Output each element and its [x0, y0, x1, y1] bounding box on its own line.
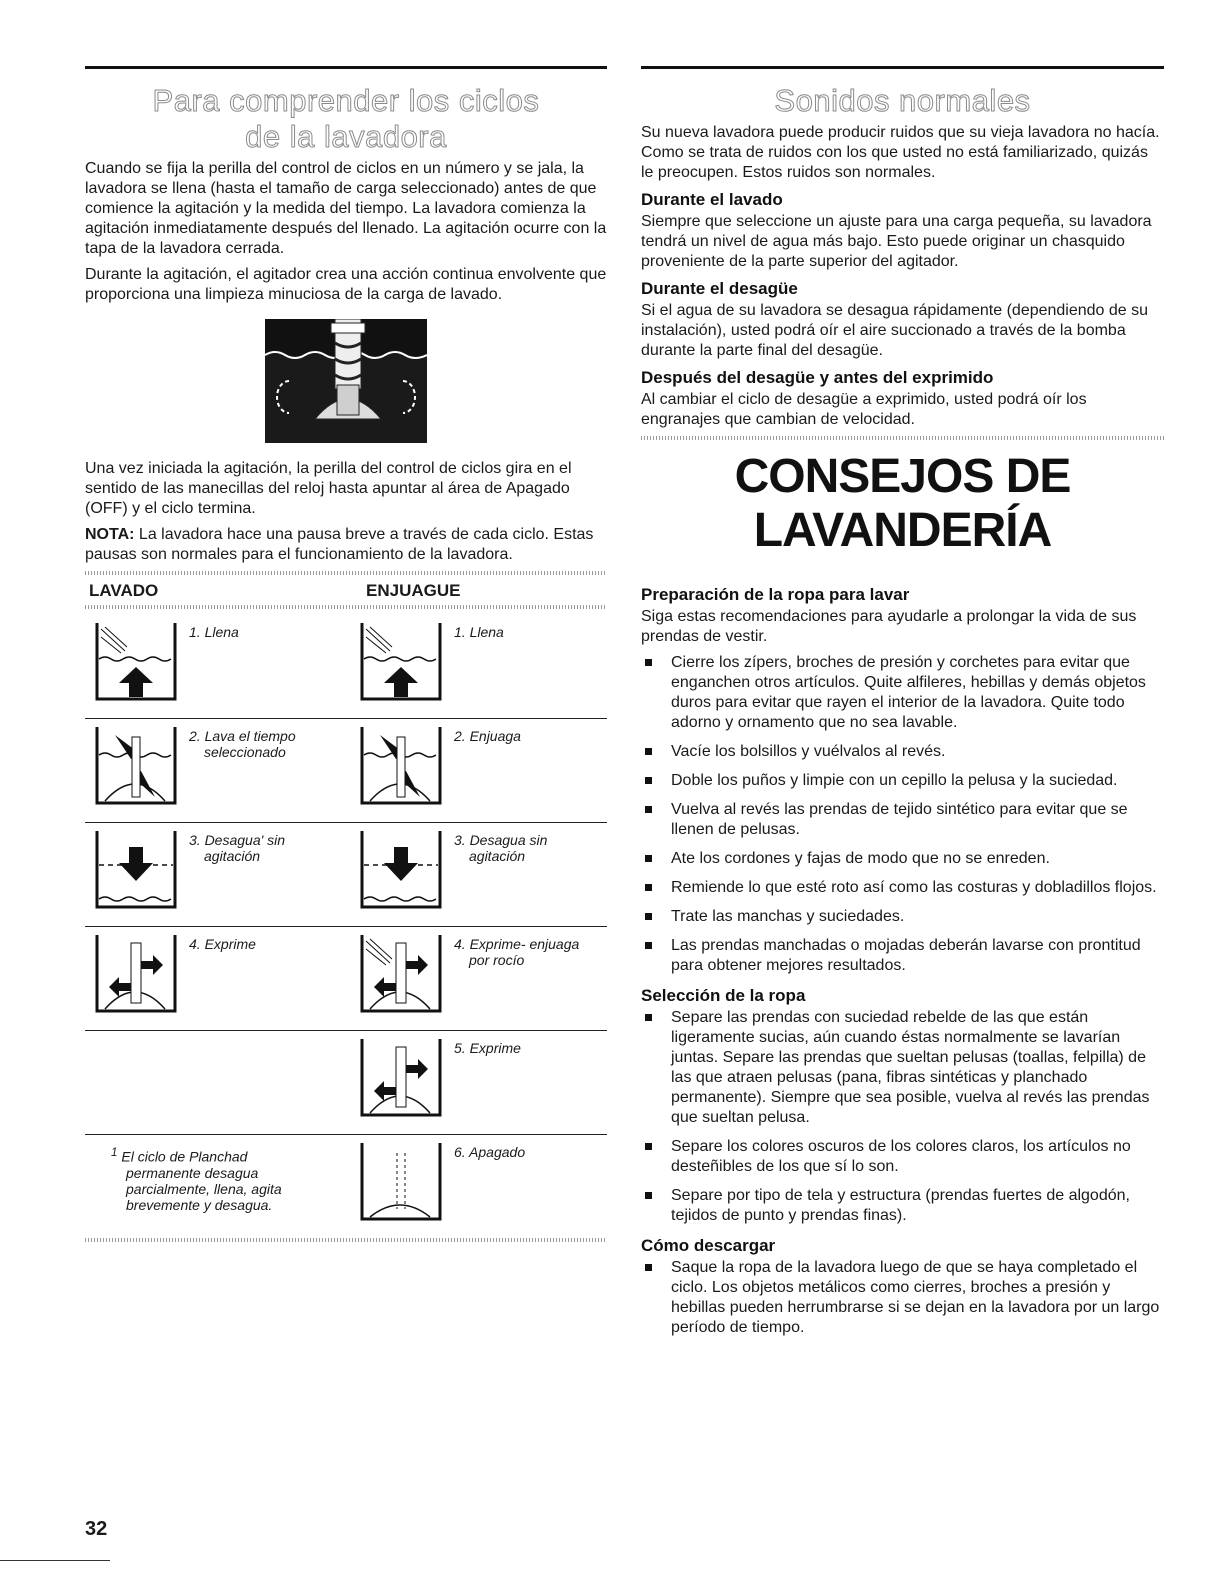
- list-item: Trate las manchas y suciedades.: [641, 907, 1164, 927]
- laundry-tips-title: [641, 450, 1164, 558]
- wash-step-spin: [95, 935, 256, 1013]
- fill-tub-icon: [360, 623, 442, 701]
- list-item: Ate los cordones y fajas de modo que no se enreden.: [641, 849, 1164, 869]
- drain-tub-icon: [360, 831, 442, 909]
- off-tub-icon: [360, 1143, 442, 1221]
- preparation-list: [641, 653, 1164, 976]
- rinse-step-3-line-1: 3. Desagua sin: [454, 832, 548, 848]
- page-number: 32: [85, 1518, 108, 1540]
- dotted-divider: [85, 1238, 607, 1242]
- wash-step-2-label: [189, 727, 296, 805]
- dotted-divider: [85, 605, 607, 609]
- footnote-line-4: brevemente y desagua.: [126, 1196, 273, 1213]
- rinse-step-off: [360, 1143, 525, 1221]
- spin-tub-icon: [360, 1039, 442, 1117]
- list-item: Separe por tipo de tela y estructura (prendas fuertes de algodón, tejidos de punto y prendas finas).: [641, 1186, 1164, 1226]
- top-rule: [85, 66, 607, 69]
- footnote-line-2: permanente desagua: [126, 1164, 259, 1181]
- spin-tub-icon: [95, 935, 177, 1013]
- wash-step-agitate: [95, 727, 296, 805]
- laundry-tips-title-line-2: LAVANDERÍA: [753, 504, 1052, 557]
- cycle-row-5: [85, 1031, 607, 1135]
- list-item: Separe los colores oscuros de los colores claros, los artículos no desteñibles de los que sí lo son.: [641, 1137, 1164, 1177]
- cycles-paragraph-3: Una vez iniciada la agitación, la perilla del control de ciclos gira en el sentido de las manecillas del reloj hasta apuntar al área de Apagado (OFF) y el ciclo termina.: [85, 460, 572, 517]
- rinse-step-1-label: 1. Llena: [454, 624, 504, 640]
- section-title-cycles: [85, 83, 607, 155]
- rinse-step-3-label: [454, 831, 547, 909]
- paragraph-during-wash: Siempre que seleccione un ajuste para una carga pequeña, su lavadora tendrá un nivel de agua más bajo. Esto puede originar un chasquido proveniente de la parte superior del agitador.: [641, 213, 1152, 270]
- col-wash-header: LAVADO: [89, 581, 159, 600]
- heading-unloading: Cómo descargar: [641, 1236, 776, 1255]
- rinse-step-5-label: 5. Exprime: [454, 1040, 521, 1056]
- rinse-step-2-label: 2. Enjuaga: [454, 728, 521, 744]
- cycles-paragraph-1: Cuando se fija la perilla del control de ciclos en un número y se jala, la lavadora se llena (hasta el tamaño de carga seleccionado) antes de que comience la agitación y la medida del tiempo. La lavadora comienza la agitación inmediatamente después del llenado. La agitación ocurre con la tapa de la lavadora cerrada.: [85, 160, 607, 257]
- sounds-intro: Su nueva lavadora puede producir ruidos que su vieja lavadora no hacía. Como se trata de ruidos con los que usted no está familiarizado, quizás le preocupen. Estos ruidos son normales.: [641, 124, 1160, 181]
- section-title-sounds: Sonidos normales: [774, 83, 1031, 118]
- wash-step-3-line-2: agitación: [204, 848, 261, 864]
- list-item: Separe las prendas con suciedad rebelde de las que están ligeramente sucias, aún cuando éstas normalmente se lavarían juntas. Separe las prendas que sueltan pelusas (toallas, felpilla) de las que atraen pelusas (pana, fibras sintéticas y planchado permanente). Siempre que sea posible, vuelva al revés las prendas que sueltan pelusa.: [641, 1008, 1164, 1128]
- col-rinse-header: ENJUAGUE: [366, 581, 461, 600]
- cycle-table-header: [85, 581, 607, 601]
- laundry-tips-title-line-1: CONSEJOS DE: [734, 450, 1071, 503]
- heading-after-drain: Después del desagüe y antes del exprimido: [641, 368, 994, 387]
- cycle-row-2: [85, 719, 607, 823]
- rinse-step-drain: [360, 831, 547, 909]
- rinse-step-spray: [360, 935, 579, 1013]
- bottom-rule: [0, 1560, 110, 1561]
- title-line-2: de la lavadora: [245, 119, 447, 154]
- wash-step-2-line-1: 2. Lava el tiempo: [189, 728, 296, 744]
- dotted-divider: [85, 571, 607, 575]
- wash-step-3-line-1: 3. Desagua' sin: [189, 832, 286, 848]
- cycles-paragraph-2: Durante la agitación, el agitador crea una acción continua envolvente que proporciona una limpieza minuciosa de la carga de lavado.: [85, 266, 607, 303]
- cycle-row-4: [85, 927, 607, 1031]
- heading-preparation: Preparación de la ropa para lavar: [641, 585, 910, 604]
- paragraph-preparation: Siga estas recomendaciones para ayudarle a prolongar la vida de sus prendas de vestir.: [641, 608, 1137, 645]
- wash-step-fill: [95, 623, 239, 701]
- rinse-step-4-label: [454, 935, 579, 1013]
- footnote-line-3: parcialmente, llena, agita: [126, 1180, 282, 1197]
- agitate-tub-icon: [95, 727, 177, 805]
- heading-during-drain: Durante el desagüe: [641, 279, 798, 298]
- fill-tub-icon: [95, 623, 177, 701]
- spray-spin-tub-icon: [360, 935, 442, 1013]
- paragraph-after-drain: Al cambiar el ciclo de desagüe a exprimido, usted podrá oír los engranajes que cambian de velocidad.: [641, 391, 1087, 428]
- cycle-row-1: [85, 615, 607, 719]
- rinse-step-4-line-2: por rocío: [469, 952, 525, 968]
- title-line-1: Para comprender los ciclos: [152, 83, 540, 118]
- note-label: NOTA:: [85, 526, 135, 543]
- heading-sorting: Selección de la ropa: [641, 986, 806, 1005]
- footnote-line-1: El ciclo de Planchad: [121, 1148, 248, 1165]
- list-item: Vacíe los bolsillos y vuélvalos al revés.: [641, 742, 1164, 762]
- list-item: Vuelva al revés las prendas de tejido sintético para evitar que se llenen de pelusas.: [641, 800, 1164, 840]
- agitate-tub-icon: [360, 727, 442, 805]
- rinse-step-6-label: 6. Apagado: [454, 1144, 526, 1160]
- wash-step-4-label: 4. Exprime: [189, 936, 256, 952]
- left-column: [85, 66, 607, 1248]
- wash-step-drain: [95, 831, 285, 909]
- rinse-step-rinse: [360, 727, 521, 805]
- rinse-step-final-spin: [360, 1039, 521, 1117]
- wash-step-3-label: [189, 831, 285, 909]
- paragraph-during-drain: Si el agua de su lavadora se desagua rápidamente (dependiendo de su instalación), usted podrá oír el aire succionado a través de la bomba durante la parte final del desagüe.: [641, 302, 1149, 359]
- footnote-mark: 1: [111, 1146, 118, 1159]
- dotted-divider: [641, 436, 1164, 440]
- note-text: La lavadora hace una pausa breve a través de cada ciclo. Estas pausas son normales para el funcionamiento de la lavadora.: [85, 526, 594, 563]
- cycle-row-6: [85, 1135, 607, 1235]
- list-item: Doble los puños y limpie con un cepillo la pelusa y la suciedad.: [641, 771, 1164, 791]
- wash-step-2-line-2: seleccionado: [204, 744, 286, 760]
- rinse-step-3-line-2: agitación: [469, 848, 526, 864]
- unloading-list: [641, 1258, 1164, 1338]
- agitator-illustration: [265, 319, 427, 443]
- drain-tub-icon: [95, 831, 177, 909]
- rinse-step-4-line-1: 4. Exprime- enjuaga: [454, 936, 580, 952]
- cycles-note: [85, 525, 607, 565]
- top-rule: [641, 66, 1164, 69]
- sorting-list: [641, 1008, 1164, 1226]
- list-item: Saque la ropa de la lavadora luego de que se haya completado el ciclo. Los objetos metálicos como cierres, broches a presión y hebillas pueden herrumbrarse si se dejan en la lavadora por un largo período de tiempo.: [641, 1258, 1164, 1338]
- list-item: Remiende lo que esté roto así como las costuras y dobladillos flojos.: [641, 878, 1164, 898]
- heading-during-wash: Durante el lavado: [641, 190, 783, 209]
- wash-step-1-label: 1. Llena: [189, 624, 239, 640]
- cycle-footnote: [111, 1145, 311, 1213]
- list-item: Las prendas manchadas o mojadas deberán lavarse con prontitud para obtener mejores resultados.: [641, 936, 1164, 976]
- list-item: Cierre los zípers, broches de presión y corchetes para evitar que enganchen otros artículos. Quite alfileres, hebillas y demás objetos duros para evitar que rayen el interior de la lavadora. Quite todo adorno y ornamento que no sea lavable.: [641, 653, 1164, 733]
- right-column: [641, 66, 1164, 1347]
- cycle-row-3: [85, 823, 607, 927]
- rinse-step-fill: [360, 623, 504, 701]
